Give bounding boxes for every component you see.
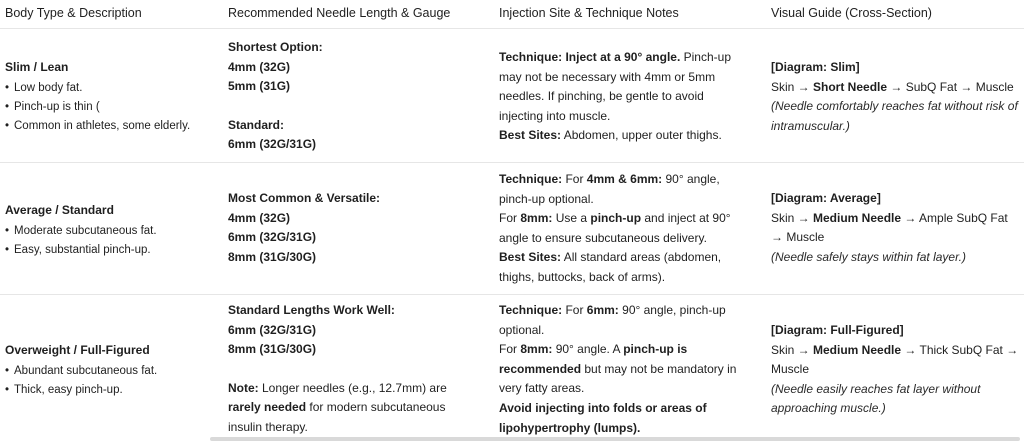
bullet: • Pinch-up is thin ( [5,98,215,117]
body-type-cell [5,58,215,136]
body-type-cell [5,201,215,260]
header-visual: Visual Guide (Cross-Section) [771,6,932,20]
body-type-bullets [5,79,215,136]
technique-text: Technique: For 4mm & 6mm: 90° angle, pinch-up optional. [499,172,720,206]
technique-text: Technique: For 6mm: 90° angle, pinch-up optional. [499,303,726,337]
diagram-note: (Needle safely stays within fat layer.) [771,249,966,264]
needle-group-title: Standard Lengths Work Well: [228,303,395,317]
needle-option: 4mm (32G) [228,59,291,74]
table-row [0,295,1024,437]
needle-group-title: Shortest Option: [228,40,323,54]
needle-option: 6mm (32G/31G) [228,137,317,152]
needle-cell [228,301,478,438]
technique-text: For 8mm: 90° angle. A pinch-up is recommended but may not be mandatory in very fatty areas. [499,342,737,396]
header-needle: Recommended Needle Length & Gauge [228,6,451,20]
header-technique: Injection Site & Technique Notes [499,6,679,20]
technique-cell [499,48,749,146]
table-row [0,29,1024,163]
diagram-label: [Diagram: Slim] [771,60,860,74]
visual-cell [771,321,1019,419]
technique-warning: Avoid injecting into folds or areas of lipohypertrophy (lumps). [499,400,707,435]
body-type-title: Overweight / Full-Figured [5,343,150,357]
table-row [0,163,1024,295]
technique-cell [499,301,749,438]
needle-option: 5mm (31G) [228,79,291,94]
needle-group-title: Standard: [228,117,285,132]
needle-option: 4mm (32G) [228,210,291,225]
needle-option: 8mm (31G/30G) [228,249,317,264]
body-type-cell [5,341,215,400]
bullet: • Moderate subcutaneous fat. [5,222,215,241]
needle-note: Note: Longer needles (e.g., 12.7mm) are rarely needed for modern subcutaneous insulin therapy. [228,380,447,434]
diagram-label: [Diagram: Full-Figured] [771,323,904,337]
technique-text: Technique: Inject at a 90° angle. Pinch-up may not be necessary with 4mm or 5mm needles. If pinching, be gentle to avoid injecting into muscle. [499,50,731,123]
bullet: • Easy, substantial pinch-up. [5,241,215,260]
bullet: • Abundant subcutaneous fat. [5,362,215,381]
diagram-label: [Diagram: Average] [771,191,881,205]
body-type-title: Average / Standard [5,203,114,217]
table-header [0,0,1024,29]
diagram-note: (Needle comfortably reaches fat without risk of intramuscular.) [771,99,1018,133]
body-type-bullets [5,362,215,400]
needle-cell [228,38,478,155]
visual-cell [771,58,1019,136]
bullet: • Common in athletes, some elderly. [5,117,215,136]
needle-cell [228,189,478,267]
body-type-bullets [5,222,215,260]
technique-cell [499,170,749,288]
diagram-path: Skin → Medium Needle → Thick SubQ Fat → Muscle [771,342,1019,377]
diagram-path: Skin → Short Needle → SubQ Fat → Muscle [771,79,1014,94]
diagram-path: Skin → Medium Needle → Ample SubQ Fat → Muscle [771,210,1008,245]
needle-option: 8mm (31G/30G) [228,342,317,357]
needle-option: 6mm (32G/31G) [228,322,317,337]
bullet: • Low body fat. [5,79,215,98]
best-sites: Best Sites: Abdomen, upper outer thighs. [499,128,722,143]
bullet: • Thick, easy pinch-up. [5,381,215,400]
needle-group-title: Most Common & Versatile: [228,191,381,205]
body-type-title: Slim / Lean [5,60,69,74]
header-body-type: Body Type & Description [5,6,142,20]
visual-cell [771,189,1019,267]
horizontal-scrollbar[interactable] [210,437,1020,441]
technique-text: For 8mm: Use a pinch-up and inject at 90° angle to ensure subcutaneous delivery. [499,211,731,245]
best-sites: Best Sites: All standard areas (abdomen, thighs, buttocks, back of arms). [499,250,722,284]
needle-option: 6mm (32G/31G) [228,230,317,245]
diagram-note: (Needle easily reaches fat layer without approaching muscle.) [771,381,981,416]
